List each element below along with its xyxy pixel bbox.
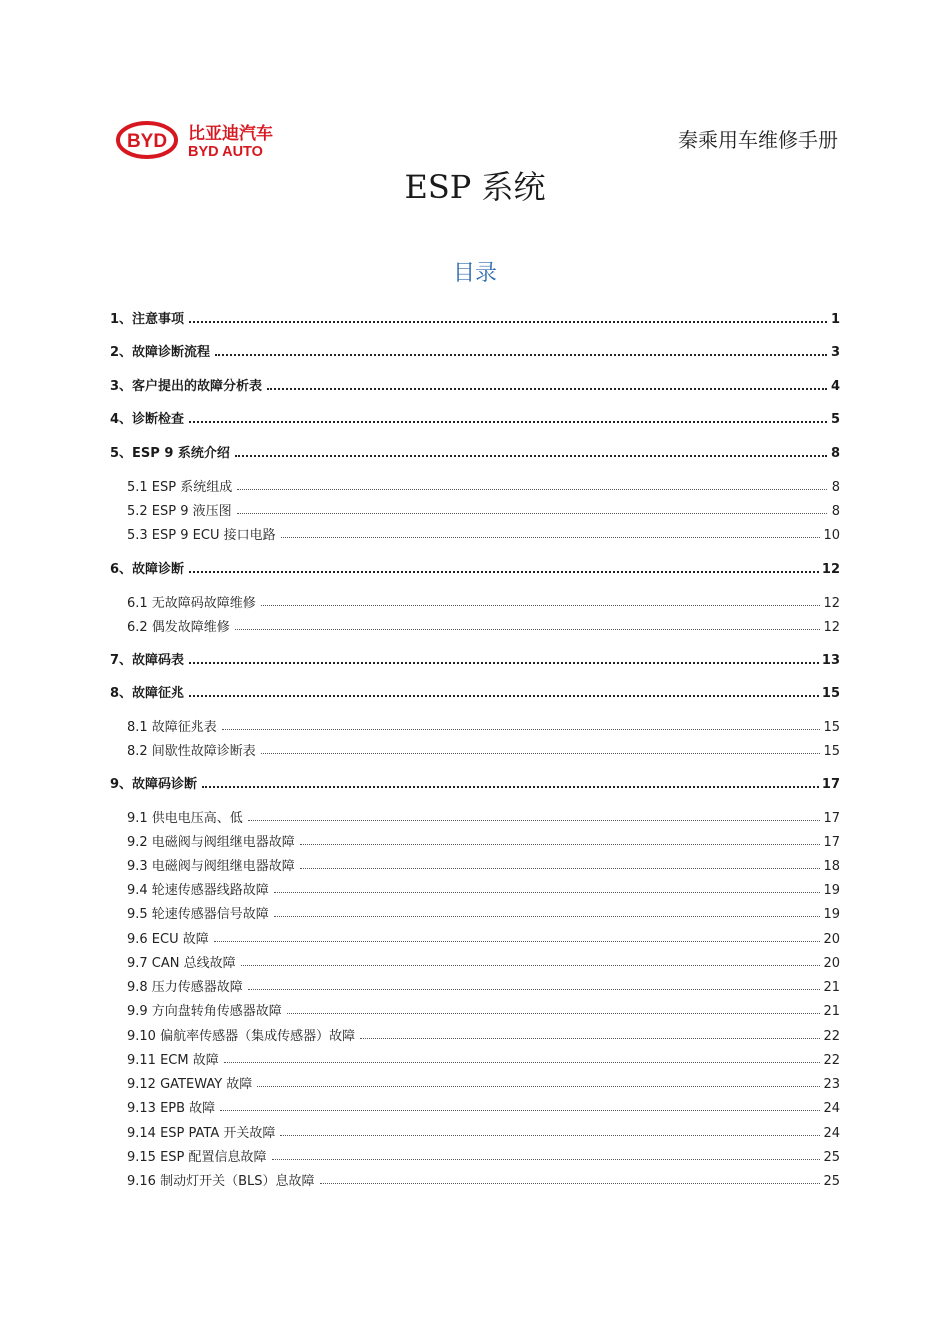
toc-entry-label: 1、注意事项 (110, 308, 186, 327)
toc-entry[interactable] (110, 802, 840, 826)
toc-entry-page: 8 (831, 504, 840, 519)
toc-dot-leader (248, 819, 821, 821)
toc-entry-label: 9.6 ECU 故障 (110, 928, 211, 947)
toc-entry-label: 9.16 制动灯开关（BLS）息故障 (110, 1170, 317, 1189)
toc-dot-leader (224, 1061, 821, 1063)
toc-entry-label: 9.9 方向盘转角传感器故障 (110, 1000, 284, 1019)
toc-entry[interactable] (110, 711, 840, 735)
toc-entry-page: 12 (823, 596, 840, 611)
toc-entry-label: 8.1 故障征兆表 (110, 716, 219, 735)
toc-entry-page: 5 (830, 412, 840, 427)
toc-entry[interactable] (110, 403, 840, 427)
toc-entry-label: 9.11 ECM 故障 (110, 1049, 221, 1068)
toc-dot-leader (222, 728, 821, 730)
toc-entry-page: 17 (821, 777, 840, 792)
toc-entry[interactable] (110, 553, 840, 577)
toc-entry-label: 9.5 轮速传感器信号故障 (110, 903, 271, 922)
toc-dot-leader (300, 867, 821, 869)
toc-dot-leader (280, 1134, 820, 1136)
toc-entry[interactable] (110, 1141, 840, 1165)
toc-entry[interactable] (110, 336, 840, 360)
toc-entry-label: 5.3 ESP 9 ECU 接口电路 (110, 524, 278, 543)
toc-entry-label: 6.1 无故障码故障维修 (110, 592, 258, 611)
toc-entry[interactable] (110, 519, 840, 543)
toc-entry-page: 4 (830, 379, 840, 394)
toc-entry[interactable] (110, 923, 840, 947)
toc-entry-page: 25 (823, 1150, 840, 1165)
toc-entry-label: 9.1 供电电压高、低 (110, 807, 245, 826)
toc-entry-label: 5.2 ESP 9 液压图 (110, 500, 234, 519)
toc-dot-leader (287, 1012, 821, 1014)
toc-entry-page: 15 (823, 744, 840, 759)
toc-entry-label: 6.2 偶发故障维修 (110, 616, 232, 635)
toc-dot-leader (235, 628, 821, 630)
toc-dot-leader (274, 891, 821, 893)
toc-dot-leader (248, 988, 821, 990)
toc-dot-leader (281, 536, 821, 538)
toc-dot-leader (215, 353, 827, 356)
toc-entry-page: 25 (823, 1174, 840, 1189)
toc-entry-page: 8 (831, 480, 840, 495)
toc-entry-label: 2、故障诊断流程 (110, 341, 212, 360)
toc-entry[interactable] (110, 611, 840, 635)
toc-dot-leader (189, 320, 827, 323)
toc-entry-page: 12 (823, 620, 840, 635)
toc-entry-page: 24 (823, 1126, 840, 1141)
toc-entry[interactable] (110, 677, 840, 701)
brand-name-cn: 比亚迪汽车 (188, 124, 273, 144)
toc-entry-label: 4、诊断检查 (110, 408, 186, 427)
toc-entry-page: 17 (823, 811, 840, 826)
toc-entry-label: 9.13 EPB 故障 (110, 1097, 217, 1116)
toc-entry[interactable] (110, 735, 840, 759)
toc-entry[interactable] (110, 1117, 840, 1141)
toc-entry[interactable] (110, 1092, 840, 1116)
toc-dot-leader (189, 570, 819, 573)
toc-entry-page: 1 (830, 312, 840, 327)
toc-entry[interactable] (110, 768, 840, 792)
toc-dot-leader (189, 661, 819, 664)
toc-dot-leader (241, 964, 821, 966)
toc-dot-leader (360, 1037, 820, 1039)
toc-dot-leader (274, 915, 821, 917)
toc-entry-label: 7、故障码表 (110, 649, 186, 668)
toc-entry[interactable] (110, 303, 840, 327)
toc-entry-label: 5、ESP 9 系统介绍 (110, 442, 232, 461)
toc-dot-leader (189, 420, 827, 423)
toc-dot-leader (272, 1158, 821, 1160)
toc-entry-label: 9.7 CAN 总线故障 (110, 952, 238, 971)
toc-entry-label: 9.2 电磁阀与阀组继电器故障 (110, 831, 297, 850)
toc-entry[interactable] (110, 971, 840, 995)
toc-entry-label: 9、故障码诊断 (110, 773, 199, 792)
byd-logo-emblem (116, 118, 296, 162)
toc-entry-page: 21 (823, 1004, 840, 1019)
toc-dot-leader (235, 454, 827, 457)
toc-entry-page: 8 (830, 446, 840, 461)
toc-dot-leader (237, 512, 827, 514)
toc-entry[interactable] (110, 644, 840, 668)
toc-entry-page: 15 (823, 720, 840, 735)
toc-entry[interactable] (110, 898, 840, 922)
toc-dot-leader (320, 1182, 821, 1184)
toc-entry-page: 22 (823, 1053, 840, 1068)
toc-entry-page: 19 (823, 883, 840, 898)
toc-entry-page: 15 (821, 686, 840, 701)
toc-entry-label: 8.2 间歇性故障诊断表 (110, 740, 258, 759)
toc-entry-label: 9.14 ESP PATA 开关故障 (110, 1122, 277, 1141)
toc-entry[interactable] (110, 1165, 840, 1189)
toc-entry-label: 5.1 ESP 系统组成 (110, 476, 234, 495)
toc-heading: 目录 (452, 261, 497, 286)
toc-entry[interactable] (110, 370, 840, 394)
toc-entry-label: 9.4 轮速传感器线路故障 (110, 879, 271, 898)
toc-entry[interactable] (110, 874, 840, 898)
toc-entry-label: 9.8 压力传感器故障 (110, 976, 245, 995)
toc-entry[interactable] (110, 826, 840, 850)
toc-entry-page: 12 (821, 562, 840, 577)
toc-entry-page: 24 (823, 1101, 840, 1116)
toc-entry-label: 9.15 ESP 配置信息故障 (110, 1146, 269, 1165)
toc-dot-leader (261, 604, 821, 606)
toc-entry-page: 23 (823, 1077, 840, 1092)
toc-dot-leader (202, 785, 819, 788)
brand-name-en: BYD AUTO (188, 144, 263, 160)
toc-dot-leader (237, 488, 827, 490)
toc-entry[interactable] (110, 495, 840, 519)
toc-entry[interactable] (110, 850, 840, 874)
toc-dot-leader (189, 694, 819, 697)
toc-entry-page: 10 (823, 528, 840, 543)
toc-entry[interactable] (110, 1044, 840, 1068)
toc-dot-leader (257, 1085, 820, 1087)
toc-entry-label: 9.12 GATEWAY 故障 (110, 1073, 254, 1092)
toc-entry-page: 20 (823, 956, 840, 971)
toc-entry[interactable] (110, 587, 840, 611)
toc-entry-page: 19 (823, 907, 840, 922)
toc-entry[interactable] (110, 1020, 840, 1044)
manual-title: 秦乘用车维修手册 (678, 128, 838, 152)
toc-entry-page: 22 (823, 1029, 840, 1044)
toc-dot-leader (261, 752, 821, 754)
toc-entry-label: 9.10 偏航率传感器（集成传感器）故障 (110, 1025, 357, 1044)
toc-entry-page: 17 (823, 835, 840, 850)
toc-entry-label: 9.3 电磁阀与阀组继电器故障 (110, 855, 297, 874)
toc-entry[interactable] (110, 1068, 840, 1092)
toc-dot-leader (267, 387, 827, 390)
toc-entry-page: 20 (823, 932, 840, 947)
toc-entry[interactable] (110, 437, 840, 461)
toc-entry-page: 18 (823, 859, 840, 874)
toc-entry-page: 21 (823, 980, 840, 995)
toc-dot-leader (300, 843, 821, 845)
toc-dot-leader (214, 940, 821, 942)
logo-emblem-text: BYD (126, 131, 168, 152)
toc-entry-label: 8、故障征兆 (110, 682, 186, 701)
toc-entry-label: 6、故障诊断 (110, 558, 186, 577)
byd-logo (116, 118, 296, 162)
toc-entry[interactable] (110, 995, 840, 1019)
toc-entry[interactable] (110, 471, 840, 495)
toc-entry-label: 3、客户提出的故障分析表 (110, 375, 264, 394)
toc-entry-page: 13 (821, 653, 840, 668)
document-title: ESP 系统 (404, 168, 546, 206)
toc-dot-leader (220, 1109, 820, 1111)
toc-entry-page: 3 (830, 345, 840, 360)
toc-entry[interactable] (110, 947, 840, 971)
